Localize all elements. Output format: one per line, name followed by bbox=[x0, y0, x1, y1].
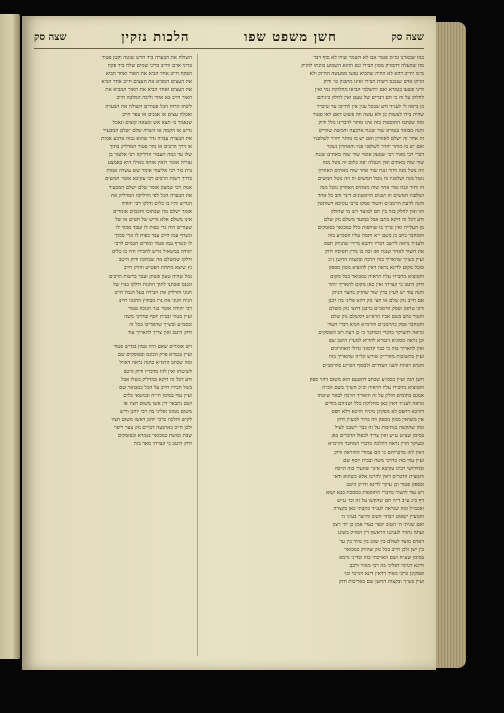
text-line: ומה שכתבו התוספות בזה אינו סותר לדברינו כלל ודוק bbox=[318, 119, 424, 126]
text-line: בסימן שצ״ט ע״ש ואין צריך לכפול הדברים כאן bbox=[331, 433, 424, 440]
text-line: בדיני אדם וחייב בדיני שמים שלח ביד פקח bbox=[107, 63, 192, 70]
text-line: הניח חנוני את נרו מבחוץ החנוני חייב bbox=[118, 297, 192, 304]
text-line: גץ שיצא מתחת הפטיש והזיק חייב bbox=[123, 265, 192, 272]
text-line: גדיש או הקמה או השדה שלם ישלם המבעיר bbox=[102, 127, 192, 134]
text-line: ופסקינן כרבי מאיר דדאין דינא דגרמי וכו׳ bbox=[343, 570, 424, 577]
text-line: ודוק היטב כי קצרתי ואין כאן מקום להאריך יותר bbox=[328, 281, 424, 288]
text-line: דאין לזוז מדבריהם כי הם עמודי ההוראה ודוק bbox=[334, 449, 424, 456]
text-line: ובחידושי רבינו עקיבא איגר שהעיר בזה הרבה bbox=[334, 465, 424, 472]
text-line: מן העלייה ואין שייך בו שותפות כלל כמבואר בפוסקים bbox=[317, 224, 424, 231]
text-line: והמוציא מחבירו עליו הראיה וכ״כ הש״ך בשם הב״ח bbox=[322, 384, 424, 391]
text-line: עזריה אומר רואין אותה כאילו היא באמצע bbox=[107, 160, 192, 167]
main-text-column bbox=[192, 54, 424, 656]
text-line: ולענ״ד נראה ליישב דבריו דהכא מיירי שהניזק תפס bbox=[324, 241, 424, 248]
text-line: לחלוק על זה כי הם דברים של טעם ואין לחלק ביניהם bbox=[317, 95, 424, 102]
text-line: ותמצית הדברים דאין לחייבו אלא כשהוא ודאי bbox=[333, 473, 424, 480]
text-line: והנה עוד יש לעיין בדין שור שהזיק בחצר הניזק bbox=[332, 289, 424, 296]
text-line: ויש עוד להעיר מדברי התוספות במסכת בבא קמא bbox=[326, 489, 424, 496]
text-line: אם חייב נזק שלם או חצי נזק דהא פליגי בה רבנן bbox=[328, 297, 424, 304]
text-line: ודע דכל זה דוקא במדליק בשלו אבל bbox=[121, 376, 192, 383]
book-page bbox=[22, 16, 436, 670]
text-line: ואכלה עצים או אבנים או עפר חייב bbox=[122, 111, 192, 118]
text-line: חשן הגה ועיין בסמ״ע שכתב דהטעם הוא משום דהוי ספק bbox=[309, 376, 424, 383]
text-line: את העצים המביא את העצים חייב אחד הביא bbox=[101, 79, 192, 86]
text-line: משום ממונו ופליגי בה רבי יוחנן וריש bbox=[119, 409, 192, 416]
text-line: ולכן חייב בארבעה דברים נזק צער ריפוי bbox=[114, 425, 192, 432]
text-line: והמוציא מחבירו עליו הראיה כמבואר בכל מקום bbox=[330, 273, 424, 280]
text-line: ובסמ״ע ובש״ך שהאריכו בכל זה bbox=[129, 322, 192, 329]
text-line: בית כור רבי אליעזר אומר שש עשרה אמות bbox=[106, 168, 192, 175]
text-line: שור שוה מאתים ואין הנבלה יפה כלום זה נוטל מנה bbox=[322, 160, 424, 167]
text-line: כמו שבארנו ומ״מ פטור אם לא השמר שוויו לא סוף דבר bbox=[313, 55, 424, 61]
text-line: ורבי טרפון ופסק הרמב״ם כרבנן דחצי נזק משלם bbox=[329, 305, 424, 312]
text-line: ודע דכל זה דוקא בתם אבל במועד משלם נזק שלם bbox=[323, 216, 424, 223]
text-line: שבת ובושת כמבואר בגמרא ובפוסקים bbox=[117, 433, 192, 440]
facing-page-edge bbox=[0, 14, 20, 659]
text-line: ומה שהקשה בנתיבות על זה כבר יישבנו לעיל bbox=[334, 425, 424, 432]
text-line: ועיין בש״ך שהאריך בזה הרבה ובקצות החשן ג״כ bbox=[328, 257, 424, 264]
text-line: ועיין עוד בזה בדרכי משה ובבית יוסף שם bbox=[343, 457, 424, 464]
text-line: ודינא דגרמי דפליגי בה רבי מאיר ורבנן bbox=[349, 562, 424, 569]
running-head-left: הלכות נזקין bbox=[121, 30, 190, 45]
text-line: והטור כתב בשם אביו הרא״ש דמשלם נזק שלם bbox=[330, 314, 424, 320]
text-line: וזה נוטל מנה וחזר ונגח שור אחר שוה מאתים האחרון bbox=[318, 168, 424, 175]
page-header bbox=[34, 26, 424, 49]
text-line: והנה מבואר בגמרא שור שנגח ארבעה וחמשה שוורים bbox=[318, 127, 424, 134]
text-line: את הבערה עברה גדר שהוא גבוה ארבע אמות bbox=[101, 135, 192, 142]
commentary-column bbox=[34, 54, 192, 656]
text-line: אמנם בתומים חולק על זה והאריך הרבה לבאר שיטתו bbox=[317, 392, 424, 399]
text-line: שלו עד כמה תעבור הדליקה רבי אלעזר בן bbox=[108, 152, 192, 159]
text-line: והנה לדעת הרמב״ם והטור פסקו כרבי עקיבא דשותפין bbox=[317, 200, 424, 207]
text-line: ועיין בש״ך ובקצות החשן שם באריכות ודוק bbox=[338, 579, 424, 585]
text-line: ודוק היטב ואין צריך להאריך עוד bbox=[127, 330, 192, 337]
text-line: ואכמ״ל ומה שנראה לענ״ד כתבתי כאן בקצרה bbox=[333, 506, 424, 513]
text-line: ודלקו שמשלם מה שבתוכו ודוק היטב bbox=[118, 257, 192, 264]
text-line: את העצים ואחד הביא את האור המביא את bbox=[105, 87, 192, 94]
text-line: והמחבר כתב כן בשם י״א ותמה עליו הסמ״ע בזה bbox=[327, 233, 424, 240]
page-title: חשן משפט שפו bbox=[244, 30, 337, 45]
text-line: הגדיש והיו בו כלים ודלקו רבי יהודה bbox=[121, 200, 192, 207]
text-line: ועתה נחזור לעניננו הראשון דין המזיק בשוגג bbox=[337, 530, 424, 537]
text-line: נוטל מנה ושלפניו זה נוטל חמשים זוז וזה נוטל חמשים bbox=[317, 176, 424, 183]
text-line: דף כ״ג ע״ב ד״ה תם שהקשו על זה וכו׳ ע״ש bbox=[337, 498, 424, 505]
text-line: ושם נתבאר דין אשו משום חציו או bbox=[123, 400, 192, 407]
text-line: הוו ואין לחלק בזה בין תם למועד ויש מי שחולק bbox=[330, 208, 424, 215]
text-line: והמחבר פסק כהרמב״ם והרמ״א הביא דברי הטור bbox=[327, 322, 424, 329]
text-line: גמל שהיה טעון פשתן ועבר ברשות הרבים bbox=[109, 273, 192, 280]
text-line: אומר ישלם מה שבתוכו וחכמים אומרים bbox=[113, 208, 192, 215]
text-line: לשיטתו ואין לזוז מדבריו ודוק היטב bbox=[123, 368, 192, 375]
text-line: דאדם מועד לעולם בין שוגג בין מזיד בין ער bbox=[339, 538, 424, 545]
text-line: ושלפניו חמשים זוז ושנים הראשונים דינר זהב כל אחד bbox=[317, 192, 424, 199]
text-line: ונשרף עמו חייב עבד כפות לו וגדי סמוך bbox=[114, 233, 192, 240]
text-line: שנאמר כי תצא אש ומצאה קוצים ונאכל bbox=[112, 119, 192, 126]
text-line: רבי יהודה אומר בנר חנוכה פטור bbox=[128, 305, 192, 312]
text-line: הפקח חייב אחד הביא את האור ואחד הביא bbox=[105, 71, 192, 78]
text-line: ועיין בגמרא פרק הכונס ובפוסקים שם bbox=[117, 352, 192, 359]
text-line: מה שהעלה דהמזיק ממון חבירו וגם ההוא השמוע כוונתו להזיק bbox=[301, 63, 424, 70]
text-line: יהודה במשאיל גדיש לחבירו והיו בו כלים bbox=[111, 249, 192, 256]
text-line: שעורים היה גדי כפות לו ועבד סמוך לו bbox=[116, 224, 192, 231]
text-line: אינו משלם אלא גדיש של חטים או של bbox=[115, 216, 192, 223]
text-line: דהיכא דתפס לא מפקינן מיניה והיכא דלא תפס bbox=[331, 409, 424, 416]
text-line: בסימן שע״ח ושם הארכתי בזה ובדיני גרמא bbox=[339, 554, 424, 561]
text-line: זה אחר זה ישלם לאחרון ואם יש בו מותר יחזיר לשלפניו bbox=[313, 135, 424, 142]
text-line: ועיין עוד בסימן תי״ח ובנושאי כלים bbox=[123, 392, 192, 399]
text-line: את השור לאחר שנגח ואז זכה בו מדין תפיסה ודוק bbox=[325, 249, 424, 256]
text-line: אמה רבי שמעון אומר שלם ישלם המבעיר bbox=[108, 184, 192, 191]
text-line: בשל חבירו חייב על הכל כמבואר שם bbox=[119, 384, 192, 391]
text-line: ודיני פשעו בגמרא ואם ירושלמי הביאו מחלוקת נמי ואין bbox=[315, 87, 424, 94]
text-line: שהיה בידו לעשות כן ולא עשה וזה פשוט דאם לאו פטור bbox=[312, 111, 424, 118]
text-line: בין ישן ולכן חייב בכל נזק שהזיק כמבואר bbox=[344, 546, 424, 553]
text-line: והביא ראיות לשני הצדדים ולבסוף הכריע כהרמב״ם bbox=[322, 362, 424, 369]
text-line: ונכנס פשתנו לתוך החנות ודלקו בנרו של bbox=[113, 281, 192, 288]
text-line: ועיין בטור ובבית יוסף ובדרכי משה bbox=[124, 314, 192, 320]
text-line: אין מוציאין ממון מספק וזה ברור למעיין ודוק bbox=[336, 417, 424, 424]
text-line: האור חייב בא אחר וליבה המלבה חייב bbox=[116, 95, 192, 102]
text-line: ומכל מקום לדינא נראה דאין להוציא ממון מספק bbox=[328, 265, 424, 272]
column-divider bbox=[197, 54, 198, 656]
text-line: ואם יש בו מותר יחזיר לשלפני פניו והאחרון נשכר bbox=[326, 144, 424, 151]
text-line: דברי רבי מאיר רבי שמעון אומר שור שוה מאתים שנגח bbox=[315, 152, 424, 159]
text-line: חנוני והדליק את הבירה בעל הגמל חייב bbox=[114, 289, 192, 296]
text-line: הזיקו אדם שנכנס רשות חבירו ואינו מתכוון כו׳ ודוק bbox=[323, 79, 424, 86]
text-line: או דרך הרבים או נהר פטור המדליק בתוך bbox=[109, 144, 192, 151]
folio-left: שצה סק bbox=[34, 31, 67, 43]
text-line: את הבערה הכל לפי הדליקה המדליק את bbox=[111, 192, 192, 199]
text-line: וכן נראה מסוגיא דגמרא להדיא למעיין היטב שם bbox=[328, 338, 424, 345]
text-line: ואין להאריך בזה כי כבר קדמוני גדולי האחרונים bbox=[330, 346, 424, 353]
text-line: כדרך רשות הרבים רבי עקיבא אומר חמשים bbox=[105, 176, 192, 183]
text-line: ועיין בתשובות מהרי״ק שורש קל״ה שהאריך בזה bbox=[328, 354, 424, 361]
folio-right: שצה סק bbox=[391, 31, 424, 43]
text-line: לו ונשרף עמו פטור ומודים חכמים לרבי bbox=[114, 241, 192, 248]
text-line: לקיש והלכה כרבי יוחנן דאשו משום חציו bbox=[111, 417, 192, 424]
text-line: ומה שכתב הרמ״א בהגה נראה דאזיל bbox=[119, 360, 192, 367]
text-line: ואם שגיתי ה׳ הטוב יכפר בעדי אמן כן יהי רצון bbox=[332, 522, 424, 529]
text-line: ונראה דהעיקר כדברי המחבר כי כן דעת רוב הפוסקים bbox=[318, 330, 424, 337]
text-line: השולח את הבערה ביד חרש שוטה וקטן פטור bbox=[101, 55, 192, 61]
text-line: זוז וחזר ונגח שור אחר שוה מאתים האחרון נוטל מנה bbox=[319, 184, 424, 191]
text-line: כן נראה לי לענ״ד ודע שבכל ענין אין לחייבו עד שיברר bbox=[316, 103, 424, 110]
text-line: ליבתו הרוח הכל פטורים השולח את הבערה bbox=[105, 103, 192, 110]
page-stack-edge bbox=[436, 22, 466, 668]
text-line: ובעיקר הדין נראה דהלכה כדברי המחבר והרמ״א bbox=[328, 441, 424, 448]
text-line: ובספק פטור וכן עיקר לדינא ודו״ק היטב bbox=[346, 481, 424, 488]
text-line: והמעיין ישפוט ויבחר הטוב והישר בעיני ה׳ bbox=[340, 514, 424, 521]
text-line: ונראה לענ״ד דאין כאן מחלוקת כלל ושניהם מודים bbox=[325, 400, 424, 407]
text-line: ויש אומרים שאם היה טמון בגדיש פטור bbox=[113, 344, 192, 351]
text-line: מ״מ יחייב דהא לא החיה שהביא נפשו ממעשה ההיזק ולא bbox=[309, 71, 424, 78]
text-line: ודוק היטב כי קצרתי מאד בזה bbox=[133, 441, 192, 448]
